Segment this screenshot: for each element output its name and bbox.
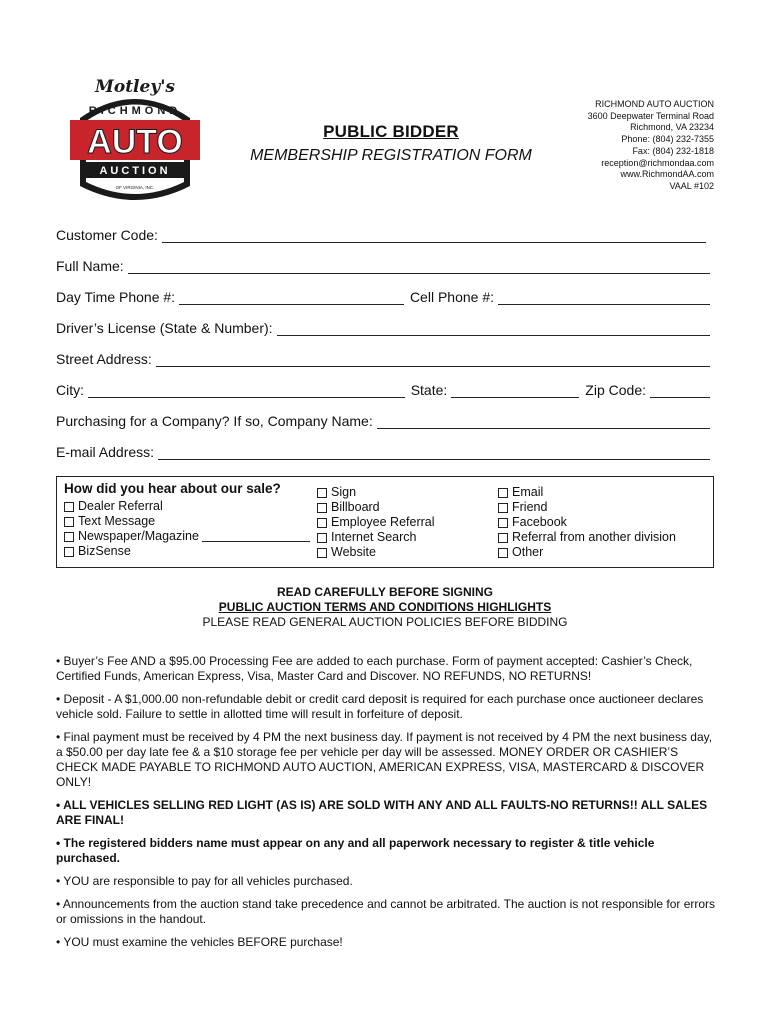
- checkbox[interactable]: [498, 518, 508, 528]
- option-label: Facebook: [512, 515, 567, 529]
- terms-list: [56, 654, 716, 957]
- checkbox[interactable]: [317, 488, 327, 498]
- drivers-license-row: [56, 320, 714, 336]
- option-dealer-referral[interactable]: [64, 499, 310, 514]
- full-name-input[interactable]: [128, 261, 710, 274]
- hear-about-title: How did you hear about our sale?: [64, 481, 281, 496]
- option-internet-search[interactable]: [317, 530, 435, 545]
- term-buyers-fee: • Buyer’s Fee AND a $95.00 Processing Fee are added to each purchase. Form of payment accepted: Cashier’s Check, Certified Funds, American Express, Visa, Master Card and Discover. NO REFUNDS, NO RETURNS!: [56, 654, 693, 684]
- option-bizsense[interactable]: [64, 544, 310, 559]
- contact-block: [588, 99, 714, 193]
- company-row: [56, 413, 714, 429]
- checkbox[interactable]: [317, 533, 327, 543]
- newspaper-name-input[interactable]: [202, 531, 310, 542]
- drivers-license-input[interactable]: [277, 323, 710, 336]
- option-label: Website: [331, 545, 376, 559]
- customer-code-input[interactable]: [162, 230, 706, 243]
- form-title-block: [228, 122, 554, 165]
- email-label: E-mail Address:: [56, 444, 155, 460]
- terms-heading-3: PLEASE READ GENERAL AUCTION POLICIES BEFORE BIDDING: [202, 615, 568, 629]
- contact-license: VAAL #102: [669, 180, 714, 191]
- company-input[interactable]: [377, 416, 710, 429]
- option-label: BizSense: [78, 544, 131, 558]
- checkbox[interactable]: [317, 503, 327, 513]
- checkbox[interactable]: [64, 532, 74, 542]
- customer-code-label: Customer Code:: [56, 227, 158, 243]
- option-facebook[interactable]: [498, 515, 676, 530]
- logo-script-text: Motley's: [95, 77, 175, 97]
- checkbox[interactable]: [498, 548, 508, 558]
- city-row: [56, 382, 714, 398]
- option-other[interactable]: [498, 545, 676, 560]
- contact-fax: Fax: (804) 232-1818: [632, 145, 714, 156]
- zip-label: Zip Code:: [585, 382, 646, 398]
- drivers-license-label: Driver’s License (State & Number):: [56, 320, 273, 336]
- cell-phone-input[interactable]: [498, 292, 710, 305]
- option-label: Sign: [331, 485, 357, 499]
- full-name-label: Full Name:: [56, 258, 124, 274]
- customer-code-row: [56, 227, 714, 243]
- checkbox[interactable]: [498, 503, 508, 513]
- option-website[interactable]: [317, 545, 435, 560]
- term-announcements: • Announcements from the auction stand take precedence and cannot be arbitrated. The auction is not responsible for errors or omissions in the handout.: [56, 896, 716, 926]
- form-subtitle: MEMBERSHIP REGISTRATION FORM: [250, 147, 532, 164]
- checkbox[interactable]: [317, 548, 327, 558]
- contact-street: 3600 Deepwater Terminal Road: [587, 110, 714, 121]
- cell-phone-label: Cell Phone #:: [409, 289, 494, 305]
- term-red-light: • ALL VEHICLES SELLING RED LIGHT (AS IS) ARE SOLD WITH ANY AND ALL FAULTS-NO RETURNS!! ALL SALES ARE FINAL!: [56, 798, 708, 828]
- checkbox[interactable]: [317, 518, 327, 528]
- term-final-payment: • Final payment must be received by 4 PM the next business day. If payment is not received by 4 PM the next business day, a $50.00 per day late fee & a $10 storage fee per vehicle per day will be assessed. MONEY ORDER OR CASHIER’S CHECK MADE PAYABLE TO RICHMOND AUTO AUCTION, AMERICAN EXPRESS, VISA, MASTERCARD & DISCOVER ONLY!: [56, 729, 713, 790]
- term-deposit: • Deposit - A $1,000.00 non-refundable debit or credit card deposit is required for each purchase once auctioneer declares vehicle sold. Failure to settle in allotted time will result in forfeiture of deposit.: [56, 691, 704, 722]
- option-label: Friend: [512, 500, 548, 514]
- checkbox[interactable]: [498, 488, 508, 498]
- day-phone-input[interactable]: [179, 292, 404, 305]
- option-label: Newspaper/Magazine: [78, 529, 199, 543]
- contact-website: www.RichmondAA.com: [620, 169, 714, 180]
- phone-row: [56, 289, 714, 305]
- option-email[interactable]: [498, 485, 676, 500]
- term-responsible: • YOU are responsible to pay for all vehicles purchased.: [56, 873, 353, 888]
- contact-email: reception@richmondaa.com: [601, 157, 714, 168]
- state-label: State:: [410, 382, 448, 398]
- terms-heading-1: READ CAREFULLY BEFORE SIGNING: [276, 585, 494, 599]
- richmond-auto-auction-logo: [66, 74, 204, 208]
- option-label: Text Message: [78, 514, 156, 528]
- street-row: [56, 351, 714, 367]
- checkbox[interactable]: [64, 502, 74, 512]
- hear-about-box: [56, 476, 714, 568]
- option-label: Internet Search: [331, 530, 417, 544]
- city-input[interactable]: [88, 385, 405, 398]
- option-label: Dealer Referral: [78, 499, 163, 513]
- form-title: PUBLIC BIDDER: [323, 122, 459, 141]
- option-label: Employee Referral: [331, 515, 435, 529]
- state-input[interactable]: [451, 385, 579, 398]
- email-row: [56, 444, 714, 460]
- option-newspaper-magazine[interactable]: [64, 529, 310, 544]
- option-label: Email: [512, 485, 544, 499]
- option-billboard[interactable]: [317, 500, 435, 515]
- checkbox[interactable]: [498, 533, 508, 543]
- city-label: City:: [56, 382, 84, 398]
- logo-main-text: AUTO: [87, 123, 183, 161]
- zip-input[interactable]: [650, 385, 710, 398]
- street-label: Street Address:: [56, 351, 152, 367]
- terms-heading-2: PUBLIC AUCTION TERMS AND CONDITIONS HIGHLIGHTS: [218, 600, 552, 614]
- hear-column-3: [498, 485, 676, 560]
- company-label: Purchasing for a Company? If so, Company Name:: [56, 413, 373, 429]
- checkbox[interactable]: [64, 517, 74, 527]
- option-sign[interactable]: [317, 485, 435, 500]
- checkbox[interactable]: [64, 547, 74, 557]
- hear-column-1: [64, 479, 310, 559]
- term-examine: • YOU must examine the vehicles BEFORE purchase!: [56, 934, 343, 949]
- term-registered-name: • The registered bidders name must appear on any and all paperwork necessary to register & title vehicle purchased.: [56, 836, 655, 866]
- option-referral-division[interactable]: [498, 530, 676, 545]
- logo-band-text: AUCTION: [99, 165, 171, 177]
- street-input[interactable]: [156, 354, 710, 367]
- logo-small-text: OF VIRGINIA, INC.: [115, 185, 155, 190]
- contact-company: RICHMOND AUTO AUCTION: [595, 99, 714, 109]
- option-label: Referral from another division: [512, 530, 676, 544]
- option-label: Billboard: [331, 500, 380, 514]
- option-employee-referral[interactable]: [317, 515, 435, 530]
- contact-phone: Phone: (804) 232-7355: [621, 134, 714, 145]
- logo-arc-text: RICHMOND: [88, 105, 182, 117]
- full-name-row: [56, 258, 714, 274]
- contact-city: Richmond, VA 23234: [630, 122, 714, 133]
- email-input[interactable]: [158, 447, 710, 460]
- option-friend[interactable]: [498, 500, 676, 515]
- terms-heading: [56, 585, 714, 630]
- day-phone-label: Day Time Phone #:: [56, 289, 176, 305]
- hear-column-2: [317, 485, 435, 560]
- option-label: Other: [512, 545, 544, 559]
- option-text-message[interactable]: [64, 514, 310, 529]
